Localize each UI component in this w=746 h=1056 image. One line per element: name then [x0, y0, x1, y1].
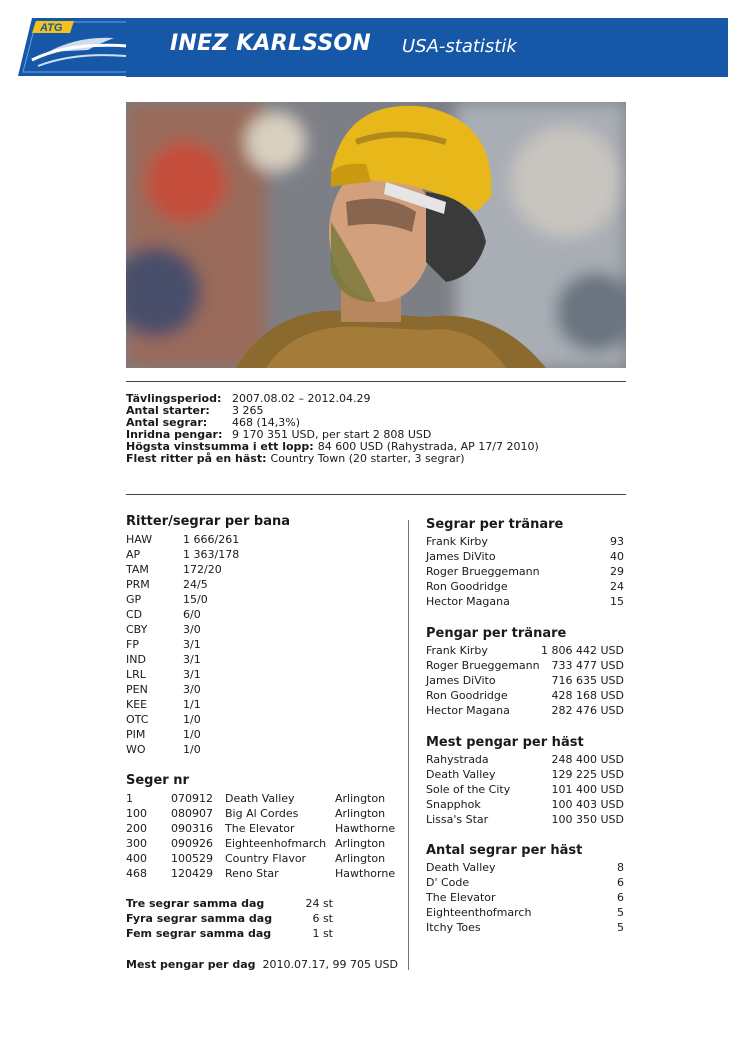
table-row: [426, 920, 624, 935]
track-code: AP: [126, 548, 141, 561]
horse-name: Reno Star: [225, 867, 279, 880]
table-row: [426, 752, 624, 767]
ride-win-count: 24/5: [183, 578, 208, 591]
table-row: [126, 806, 395, 821]
pengar-per-tranare-section: [426, 626, 624, 718]
section-heading: Seger nr: [126, 773, 189, 788]
table-row: [426, 875, 624, 890]
track-code: WO: [126, 743, 146, 756]
track-code: PRM: [126, 578, 150, 591]
track-code: KEE: [126, 698, 148, 711]
table-row: [426, 688, 624, 703]
table-row: [126, 821, 395, 836]
track-name: Hawthorne: [335, 867, 396, 880]
track-name: Hawthorne: [335, 822, 396, 835]
ride-win-count: 3/0: [183, 683, 201, 696]
win-count: 5: [617, 921, 624, 934]
track-name: Arlington: [335, 792, 386, 805]
summary-value: 9 170 351 USD, per start 2 808 USD: [232, 428, 432, 441]
ride-win-count: 15/0: [183, 593, 208, 606]
trainer-name: Roger Brueggemann: [426, 659, 540, 672]
win-count: 15: [610, 595, 624, 608]
section-heading: Segrar per tränare: [426, 517, 564, 532]
summary-label: Högsta vinstsumma i ett lopp:: [126, 440, 314, 453]
track-code: CD: [126, 608, 143, 621]
multi-win-value: 1 st: [312, 927, 333, 940]
table-row: [426, 549, 624, 564]
table-row: [426, 860, 624, 875]
win-date: 070912: [171, 792, 213, 805]
ride-win-count: 3/0: [183, 623, 201, 636]
divider-bottom: [126, 494, 626, 495]
page-title: INEZ KARLSSON: [170, 31, 371, 56]
ride-win-count: 172/20: [183, 563, 222, 576]
win-date: 100529: [171, 852, 213, 865]
multi-wins-block: [126, 896, 333, 941]
horse-name: Country Flavor: [225, 852, 307, 865]
summary-value: 3 265: [232, 404, 264, 417]
section-heading: Antal segrar per häst: [426, 843, 583, 858]
segrar-per-tranare-section: [426, 517, 624, 609]
win-date: 090926: [171, 837, 213, 850]
page-subtitle: USA-statistik: [402, 36, 517, 57]
table-row: [126, 562, 290, 577]
summary-label: Antal segrar:: [126, 416, 208, 429]
track-name: Arlington: [335, 852, 386, 865]
track-code: PIM: [126, 728, 146, 741]
ride-win-count: 1/1: [183, 698, 201, 711]
jockey-photo: [126, 102, 626, 368]
table-row: [126, 851, 395, 866]
summary-value: 468 (14,3%): [232, 416, 301, 429]
summary-value: 84 600 USD (Rahystrada, AP 17/7 2010): [317, 440, 539, 453]
table-row: [126, 547, 290, 562]
horse-name: The Elevator: [426, 891, 496, 904]
ritter-per-bana-section: [126, 514, 290, 757]
table-row: [426, 767, 624, 782]
summary-label: Tävlingsperiod:: [126, 392, 222, 405]
ride-win-count: 6/0: [183, 608, 201, 621]
win-number: 1: [126, 792, 133, 805]
win-date: 120429: [171, 867, 213, 880]
table-row: [426, 594, 624, 609]
track-name: Arlington: [335, 807, 386, 820]
earnings: 733 477 USD: [551, 659, 624, 672]
track-code: OTC: [126, 713, 149, 726]
mest-pengar-hast-section: [426, 735, 624, 827]
table-row: [426, 782, 624, 797]
summary-block: [126, 393, 539, 465]
table-row: [126, 577, 290, 592]
summary-label: Inridna pengar:: [126, 428, 223, 441]
table-row: [426, 579, 624, 594]
trainer-name: Hector Magana: [426, 704, 510, 717]
horse-name: Death Valley: [225, 792, 295, 805]
table-row: [126, 622, 290, 637]
table-row: [126, 667, 290, 682]
table-row: [126, 697, 290, 712]
ride-win-count: 1/0: [183, 743, 201, 756]
earnings: 1 806 442 USD: [541, 644, 624, 657]
win-count: 29: [610, 565, 624, 578]
divider-top: [126, 381, 626, 382]
earnings: 282 476 USD: [551, 704, 624, 717]
summary-value: Country Town (20 starter, 3 segrar): [270, 452, 465, 465]
trainer-name: Hector Magana: [426, 595, 510, 608]
summary-label: Antal starter:: [126, 404, 210, 417]
track-code: IND: [126, 653, 146, 666]
table-row: [426, 890, 624, 905]
table-row: [126, 682, 290, 697]
win-count: 6: [617, 891, 624, 904]
antal-segrar-hast-table: [426, 860, 624, 935]
trainer-name: James DiVito: [426, 674, 496, 687]
table-row: [426, 703, 624, 718]
win-count: 5: [617, 906, 624, 919]
earnings: 100 403 USD: [551, 798, 624, 811]
multi-win-value: 24 st: [305, 897, 333, 910]
table-row: [126, 742, 290, 757]
horse-name: The Elevator: [225, 822, 295, 835]
trainer-name: Ron Goodridge: [426, 580, 508, 593]
multi-win-label: Fem segrar samma dag: [126, 927, 272, 940]
track-code: TAM: [126, 563, 149, 576]
earnings: 716 635 USD: [551, 674, 624, 687]
track-name: Arlington: [335, 837, 386, 850]
horse-name: Snapphok: [426, 798, 481, 811]
ride-win-count: 3/1: [183, 653, 201, 666]
win-date: 090316: [171, 822, 213, 835]
track-code: CBY: [126, 623, 148, 636]
win-count: 6: [617, 876, 624, 889]
earnings: 100 350 USD: [551, 813, 624, 826]
table-row: [126, 836, 395, 851]
table-row: [426, 797, 624, 812]
multi-win-label: Tre segrar samma dag: [126, 897, 265, 910]
mest-pengar-dag-value: 2010.07.17, 99 705 USD: [262, 958, 398, 971]
ride-win-count: 3/1: [183, 638, 201, 651]
win-date: 080907: [171, 807, 213, 820]
ride-win-count: 1 666/261: [183, 533, 240, 546]
win-count: 24: [610, 580, 624, 593]
section-heading: Ritter/segrar per bana: [126, 514, 291, 529]
bana-table: [126, 532, 290, 757]
trainer-name: James DiVito: [426, 550, 496, 563]
mest-pengar-dag: [126, 958, 398, 971]
segrar-tranare-table: [426, 534, 624, 609]
table-row: [126, 712, 290, 727]
track-code: PEN: [126, 683, 148, 696]
table-row: [126, 592, 290, 607]
summary-label: Flest ritter på en häst:: [126, 452, 267, 465]
seger-nr-section: [126, 773, 395, 881]
win-number: 468: [126, 867, 147, 880]
horse-name: Big Al Cordes: [225, 807, 299, 820]
horse-name: Eighteenhofmarch: [225, 837, 327, 850]
track-code: GP: [126, 593, 142, 606]
table-row: [126, 911, 333, 926]
ride-win-count: 3/1: [183, 668, 201, 681]
section-heading: Pengar per tränare: [426, 626, 567, 641]
section-heading: Mest pengar per häst: [426, 735, 584, 750]
win-count: 93: [610, 535, 624, 548]
table-row: [126, 652, 290, 667]
mest-pengar-hast-table: [426, 752, 624, 827]
table-row: [426, 905, 624, 920]
multi-win-label: Fyra segrar samma dag: [126, 912, 273, 925]
horse-name: Lissa's Star: [426, 813, 489, 826]
track-code: LRL: [126, 668, 146, 681]
earnings: 428 168 USD: [551, 689, 624, 702]
trainer-name: Ron Goodridge: [426, 689, 508, 702]
win-number: 400: [126, 852, 147, 865]
ride-win-count: 1/0: [183, 713, 201, 726]
logo-text: ATG: [40, 22, 63, 34]
antal-segrar-hast-section: [426, 843, 624, 935]
table-row: [426, 643, 624, 658]
seger-table: [126, 791, 395, 881]
horse-name: Sole of the City: [426, 783, 511, 796]
table-row: [126, 926, 333, 941]
horse-name: Death Valley: [426, 768, 496, 781]
win-number: 300: [126, 837, 147, 850]
table-row: [126, 727, 290, 742]
table-row: [126, 532, 290, 547]
earnings: 101 400 USD: [551, 783, 624, 796]
table-row: [426, 812, 624, 827]
track-code: FP: [126, 638, 139, 651]
table-row: [126, 791, 395, 806]
horse-name: Death Valley: [426, 861, 496, 874]
mest-pengar-dag-label: Mest pengar per dag: [126, 958, 256, 971]
win-number: 100: [126, 807, 147, 820]
ride-win-count: 1/0: [183, 728, 201, 741]
win-number: 200: [126, 822, 147, 835]
table-row: [426, 673, 624, 688]
table-row: [126, 607, 290, 622]
win-count: 8: [617, 861, 624, 874]
table-row: [426, 534, 624, 549]
summary-value: 2007.08.02 – 2012.04.29: [232, 392, 371, 405]
summary-row: [126, 453, 539, 465]
horse-name: Rahystrada: [426, 753, 489, 766]
ride-win-count: 1 363/178: [183, 548, 240, 561]
trainer-name: Frank Kirby: [426, 535, 488, 548]
horse-name: Itchy Toes: [426, 921, 481, 934]
trainer-name: Frank Kirby: [426, 644, 488, 657]
earnings: 248 400 USD: [551, 753, 624, 766]
multi-win-value: 6 st: [312, 912, 333, 925]
track-code: HAW: [126, 533, 153, 546]
win-count: 40: [610, 550, 624, 563]
table-row: [126, 637, 290, 652]
trainer-name: Roger Brueggemann: [426, 565, 540, 578]
horse-name: D' Code: [426, 876, 470, 889]
table-row: [426, 564, 624, 579]
pengar-tranare-table: [426, 643, 624, 718]
horse-name: Eighteenthofmarch: [426, 906, 532, 919]
earnings: 129 225 USD: [551, 768, 624, 781]
table-row: [426, 658, 624, 673]
table-row: [126, 896, 333, 911]
column-divider: [408, 520, 409, 970]
table-row: [126, 866, 395, 881]
